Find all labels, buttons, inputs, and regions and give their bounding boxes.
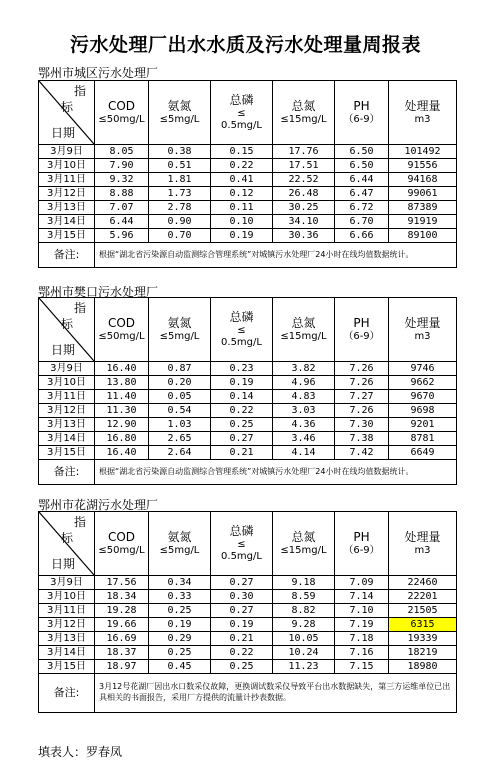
note-label: 备注: (39, 460, 95, 485)
ph-header (335, 298, 389, 362)
value-cell: 0.15 (211, 145, 273, 159)
value-cell: 0.19 (211, 376, 273, 390)
date-cell: 3月14日 (39, 432, 95, 446)
value-cell: 3.03 (273, 404, 335, 418)
indicator-label: 指 (73, 515, 86, 529)
value-cell: 2.65 (149, 432, 211, 446)
date-cell: 3月10日 (39, 376, 95, 390)
phosphorus-header-line: ≤ (237, 107, 246, 119)
corner-header-cell (39, 298, 95, 362)
value-cell: 6649 (389, 446, 457, 460)
value-cell: 9.32 (95, 173, 149, 187)
value-cell: 30.36 (273, 229, 335, 243)
value-cell: 0.19 (149, 618, 211, 632)
value-cell: 17.56 (95, 576, 149, 590)
date-cell: 3月12日 (39, 618, 95, 632)
value-cell: 22.52 (273, 173, 335, 187)
ammonia-header (149, 81, 211, 145)
date-cell: 3月13日 (39, 418, 95, 432)
value-cell: 7.27 (335, 390, 389, 404)
value-cell: 7.26 (335, 376, 389, 390)
ph-header-line: （6-9） (343, 330, 380, 342)
phosphorus-header-line: 0.5mg/L (221, 551, 262, 562)
value-cell: 8.82 (273, 604, 335, 618)
value-cell: 87389 (389, 201, 457, 215)
nitrogen-header-line: 总氮 (291, 529, 316, 544)
cod-header-line: COD (107, 529, 136, 544)
cod-header-line: COD (107, 98, 136, 113)
value-cell: 0.05 (149, 390, 211, 404)
date-cell: 3月11日 (39, 173, 95, 187)
value-cell: 6315 (389, 618, 457, 632)
value-cell: 0.21 (211, 632, 273, 646)
value-cell: 0.51 (149, 159, 211, 173)
nitrogen-header (273, 512, 335, 576)
value-cell: 9698 (389, 404, 457, 418)
date-label: 日期 (51, 125, 76, 140)
value-cell: 0.38 (149, 145, 211, 159)
table-row (39, 432, 457, 446)
value-cell: 7.42 (335, 446, 389, 460)
table-row (39, 576, 457, 590)
cod-header (95, 512, 149, 576)
phosphorus-header-line: 0.5mg/L (221, 337, 262, 348)
date-cell: 3月11日 (39, 390, 95, 404)
value-cell: 16.80 (95, 432, 149, 446)
quality-table (38, 80, 457, 268)
date-cell: 3月9日 (39, 362, 95, 376)
ph-header-line: PH (353, 529, 370, 544)
phosphorus-header-line: ≤ (237, 324, 246, 336)
phosphorus-header (211, 298, 273, 362)
value-cell: 0.20 (149, 376, 211, 390)
indicator-label: 指 (73, 84, 86, 98)
value-cell: 0.33 (149, 590, 211, 604)
value-cell: 22460 (389, 576, 457, 590)
phosphorus-header-line: 总磷 (229, 523, 254, 538)
date-cell: 3月11日 (39, 604, 95, 618)
value-cell: 11.40 (95, 390, 149, 404)
nitrogen-header (273, 298, 335, 362)
indicator-label: 指 (73, 301, 86, 315)
value-cell: 19339 (389, 632, 457, 646)
table-row (39, 618, 457, 632)
value-cell: 6.50 (335, 159, 389, 173)
value-cell: 9670 (389, 390, 457, 404)
value-cell: 7.19 (335, 618, 389, 632)
note-label: 备注: (39, 674, 95, 713)
value-cell: 0.22 (211, 646, 273, 660)
date-cell: 3月13日 (39, 201, 95, 215)
value-cell: 4.96 (273, 376, 335, 390)
ph-header (335, 512, 389, 576)
table-row (39, 632, 457, 646)
date-cell: 3月10日 (39, 590, 95, 604)
value-cell: 9.18 (273, 576, 335, 590)
value-cell: 9746 (389, 362, 457, 376)
value-cell: 5.96 (95, 229, 149, 243)
date-label: 日期 (51, 342, 76, 357)
value-cell: 6.70 (335, 215, 389, 229)
value-cell: 6.72 (335, 201, 389, 215)
value-cell: 2.78 (149, 201, 211, 215)
value-cell: 3.46 (273, 432, 335, 446)
date-cell: 3月14日 (39, 215, 95, 229)
volume-header (389, 81, 457, 145)
value-cell: 8.59 (273, 590, 335, 604)
ammonia-header (149, 512, 211, 576)
cod-header-line: ≤50mg/L (98, 330, 145, 342)
value-cell: 0.41 (211, 173, 273, 187)
value-cell: 1.03 (149, 418, 211, 432)
date-cell: 3月12日 (39, 404, 95, 418)
value-cell: 12.90 (95, 418, 149, 432)
indicator-label-2: 标 (61, 317, 74, 331)
value-cell: 18.34 (95, 590, 149, 604)
value-cell: 0.54 (149, 404, 211, 418)
value-cell: 0.90 (149, 215, 211, 229)
value-cell: 2.64 (149, 446, 211, 460)
volume-header-line: m3 (414, 544, 431, 556)
value-cell: 1.81 (149, 173, 211, 187)
filler-signature: 填表人：罗春凤 (38, 745, 123, 759)
value-cell: 8.05 (95, 145, 149, 159)
value-cell: 7.16 (335, 646, 389, 660)
table-row (39, 390, 457, 404)
ph-header-line: （6-9） (343, 544, 380, 556)
value-cell: 0.11 (211, 201, 273, 215)
value-cell: 91556 (389, 159, 457, 173)
quality-table (38, 511, 457, 713)
value-cell: 11.23 (273, 660, 335, 674)
value-cell: 0.19 (211, 618, 273, 632)
table-row (39, 418, 457, 432)
value-cell: 9662 (389, 376, 457, 390)
value-cell: 0.27 (211, 432, 273, 446)
note-label: 备注: (39, 243, 95, 268)
ammonia-header-line: ≤5mg/L (159, 113, 200, 125)
note-text: 根据“湖北省污染源自动监测综合管理系统”对城镇污水处理厂24小时在线均值数据统计。 (95, 243, 457, 268)
value-cell: 21505 (389, 604, 457, 618)
value-cell: 0.25 (211, 660, 273, 674)
value-cell: 0.45 (149, 660, 211, 674)
volume-header-line: 处理量 (404, 529, 441, 544)
ammonia-header-line: ≤5mg/L (159, 544, 200, 556)
value-cell: 6.50 (335, 145, 389, 159)
ammonia-header-line: 氨氮 (167, 315, 192, 330)
value-cell: 0.87 (149, 362, 211, 376)
date-label: 日期 (51, 556, 76, 571)
volume-header-line: m3 (414, 330, 431, 342)
value-cell: 0.22 (211, 404, 273, 418)
indicator-label-2: 标 (61, 100, 74, 114)
table-row (39, 362, 457, 376)
corner-header-cell (39, 81, 95, 145)
value-cell: 18.97 (95, 660, 149, 674)
value-cell: 7.90 (95, 159, 149, 173)
value-cell: 0.27 (211, 604, 273, 618)
value-cell: 0.21 (211, 446, 273, 460)
value-cell: 0.34 (149, 576, 211, 590)
ph-header-line: （6-9） (343, 113, 380, 125)
phosphorus-header (211, 512, 273, 576)
value-cell: 10.24 (273, 646, 335, 660)
date-cell: 3月12日 (39, 187, 95, 201)
value-cell: 101492 (389, 145, 457, 159)
value-cell: 9.28 (273, 618, 335, 632)
cod-header-line: ≤50mg/L (98, 544, 145, 556)
volume-header (389, 298, 457, 362)
table-row (39, 376, 457, 390)
cod-header (95, 81, 149, 145)
phosphorus-header-line: 0.5mg/L (221, 120, 262, 131)
cod-header-line: ≤50mg/L (98, 113, 145, 125)
section-3-name: 鄂州市花湖污水处理厂 (38, 498, 159, 512)
value-cell: 22201 (389, 590, 457, 604)
value-cell: 94168 (389, 173, 457, 187)
quality-table (38, 297, 457, 485)
value-cell: 17.51 (273, 159, 335, 173)
table-row (39, 215, 457, 229)
value-cell: 19.66 (95, 618, 149, 632)
value-cell: 0.30 (211, 590, 273, 604)
value-cell: 9201 (389, 418, 457, 432)
value-cell: 0.29 (149, 632, 211, 646)
value-cell: 26.48 (273, 187, 335, 201)
value-cell: 6.47 (335, 187, 389, 201)
nitrogen-header-line: ≤15mg/L (280, 544, 327, 556)
ph-header-line: PH (353, 98, 370, 113)
date-cell: 3月9日 (39, 145, 95, 159)
ammonia-header (149, 298, 211, 362)
table-row (39, 446, 457, 460)
table-row (39, 187, 457, 201)
date-cell: 3月15日 (39, 660, 95, 674)
value-cell: 19.28 (95, 604, 149, 618)
nitrogen-header-line: ≤15mg/L (280, 330, 327, 342)
value-cell: 8781 (389, 432, 457, 446)
nitrogen-header-line: ≤15mg/L (280, 113, 327, 125)
value-cell: 0.70 (149, 229, 211, 243)
value-cell: 7.10 (335, 604, 389, 618)
volume-header-line: m3 (414, 113, 431, 125)
table-row (39, 404, 457, 418)
value-cell: 7.26 (335, 362, 389, 376)
ammonia-header-line: 氨氮 (167, 529, 192, 544)
value-cell: 16.40 (95, 446, 149, 460)
value-cell: 0.22 (211, 159, 273, 173)
value-cell: 0.25 (149, 604, 211, 618)
section-1-name: 鄂州市城区污水处理厂 (38, 66, 159, 80)
value-cell: 30.25 (273, 201, 335, 215)
table-row (39, 660, 457, 674)
ammonia-header-line: 氨氮 (167, 98, 192, 113)
volume-header-line: 处理量 (404, 98, 441, 113)
table-row (39, 173, 457, 187)
note-text: 3月12号花湖厂因出水口数采仪故障，更换调试数采仪导致平台出水数据缺失，第三方运维单位已出具相关的书面报告，采用厂方提供的流量计抄表数据。 (95, 674, 457, 713)
value-cell: 4.36 (273, 418, 335, 432)
table-row (39, 159, 457, 173)
section-2-name: 鄂州市樊口污水处理厂 (38, 285, 159, 299)
value-cell: 18.37 (95, 646, 149, 660)
report-title: 污水处理厂出水水质及污水处理量周报表 (69, 34, 421, 56)
value-cell: 7.15 (335, 660, 389, 674)
value-cell: 7.30 (335, 418, 389, 432)
value-cell: 89100 (389, 229, 457, 243)
value-cell: 8.88 (95, 187, 149, 201)
value-cell: 91919 (389, 215, 457, 229)
phosphorus-header-line: ≤ (237, 538, 246, 550)
date-cell: 3月14日 (39, 646, 95, 660)
volume-header (389, 512, 457, 576)
value-cell: 10.05 (273, 632, 335, 646)
value-cell: 7.18 (335, 632, 389, 646)
value-cell: 7.07 (95, 201, 149, 215)
cod-header (95, 298, 149, 362)
value-cell: 4.83 (273, 390, 335, 404)
value-cell: 18219 (389, 646, 457, 660)
ph-header (335, 81, 389, 145)
value-cell: 4.14 (273, 446, 335, 460)
value-cell: 0.25 (211, 418, 273, 432)
value-cell: 6.66 (335, 229, 389, 243)
note-text: 根据“湖北省污染源自动监测综合管理系统”对城镇污水处理厂24小时在线均值数据统计。 (95, 460, 457, 485)
phosphorus-header-line: 总磷 (229, 92, 254, 107)
table-row (39, 646, 457, 660)
value-cell: 0.14 (211, 390, 273, 404)
ammonia-header-line: ≤5mg/L (159, 330, 200, 342)
table-row (39, 145, 457, 159)
value-cell: 16.69 (95, 632, 149, 646)
nitrogen-header-line: 总氮 (291, 315, 316, 330)
value-cell: 0.10 (211, 215, 273, 229)
cod-header-line: COD (107, 315, 136, 330)
value-cell: 7.14 (335, 590, 389, 604)
value-cell: 0.23 (211, 362, 273, 376)
phosphorus-header (211, 81, 273, 145)
value-cell: 6.44 (335, 173, 389, 187)
value-cell: 17.76 (273, 145, 335, 159)
volume-header-line: 处理量 (404, 315, 441, 330)
date-cell: 3月15日 (39, 229, 95, 243)
nitrogen-header (273, 81, 335, 145)
table-row (39, 229, 457, 243)
value-cell: 7.26 (335, 404, 389, 418)
value-cell: 0.25 (149, 646, 211, 660)
date-cell: 3月10日 (39, 159, 95, 173)
value-cell: 11.30 (95, 404, 149, 418)
value-cell: 0.19 (211, 229, 273, 243)
value-cell: 34.10 (273, 215, 335, 229)
value-cell: 3.82 (273, 362, 335, 376)
value-cell: 0.27 (211, 576, 273, 590)
date-cell: 3月9日 (39, 576, 95, 590)
table-row (39, 590, 457, 604)
value-cell: 7.09 (335, 576, 389, 590)
value-cell: 0.12 (211, 187, 273, 201)
value-cell: 1.73 (149, 187, 211, 201)
table-row (39, 201, 457, 215)
date-cell: 3月15日 (39, 446, 95, 460)
value-cell: 99061 (389, 187, 457, 201)
value-cell: 7.38 (335, 432, 389, 446)
phosphorus-header-line: 总磷 (229, 309, 254, 324)
table-row (39, 604, 457, 618)
value-cell: 16.40 (95, 362, 149, 376)
ph-header-line: PH (353, 315, 370, 330)
value-cell: 13.80 (95, 376, 149, 390)
nitrogen-header-line: 总氮 (291, 98, 316, 113)
corner-header-cell (39, 512, 95, 576)
indicator-label-2: 标 (61, 531, 74, 545)
value-cell: 6.44 (95, 215, 149, 229)
value-cell: 18980 (389, 660, 457, 674)
date-cell: 3月13日 (39, 632, 95, 646)
